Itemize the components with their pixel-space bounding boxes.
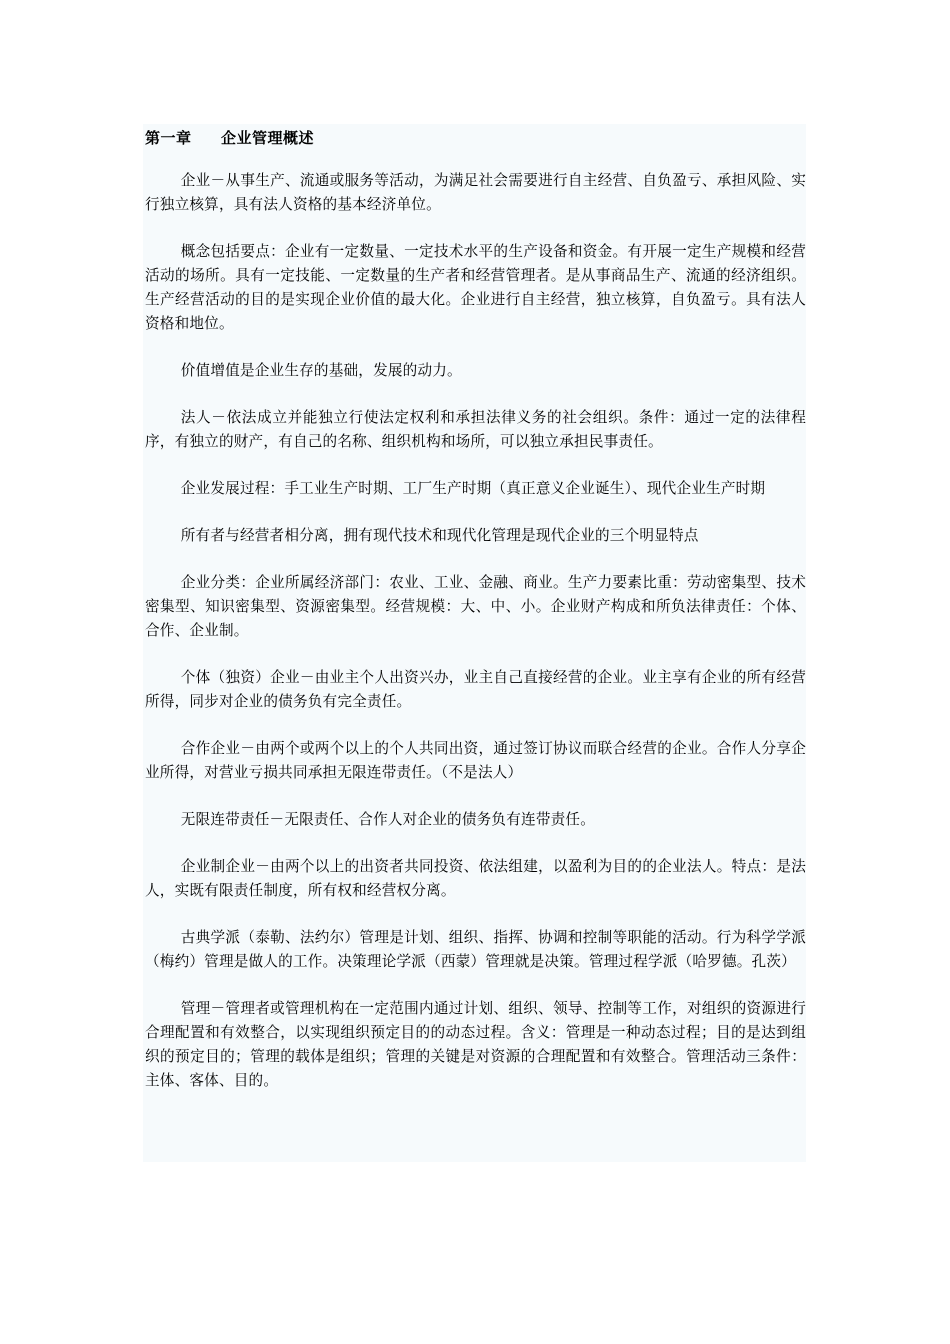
chapter-name: 企业管理概述 <box>221 129 315 147</box>
paragraph-modern-features: 所有者与经营者相分离，拥有现代技术和现代化管理是现代企业的三个明显特点 <box>180 527 699 544</box>
paragraph-management-definition: 管理－管理者或管理机构在一定范围内通过计划、组织、领导、控制等工作，对组织的资源进行合理配置和有效整合，以实现组织预定目的的动态过程。含义：管理是一种动态过程；目的是达到组织的预定目的；管理的载体是组织；管理的关键是对资源的合理配置和有效整合。管理活动三条件：主体、客体、目的。 <box>145 1000 806 1089</box>
paragraph-concept-points: 概念包括要点：企业有一定数量、一定技术水平的生产设备和资金。有开展一定生产规模和经营活动的场所。具有一定技能、一定数量的生产者和经营管理者。是从事商品生产、流通的经济组织。生产经营活动的目的是实现企业价值的最大化。企业进行自主经营，独立核算，自负盈亏。具有法人资格和地位。 <box>145 243 806 332</box>
paragraph-classification: 企业分类：企业所属经济部门：农业、工业、金融、商业。生产力要素比重：劳动密集型、技术密集型、知识密集型、资源密集型。经营规模：大、中、小。企业财产构成和所负法律责任：个体、合作、企业制。 <box>145 574 806 639</box>
paragraph-enterprise-definition: 企业－从事生产、流通或服务等活动，为满足社会需要进行自主经营、自负盈亏、承担风险、实行独立核算，具有法人资格的基本经济单位。 <box>145 172 806 213</box>
paragraph-development-process: 企业发展过程：手工业生产时期、工厂生产时期（真正意义企业诞生）、现代企业生产时期 <box>180 480 766 497</box>
paragraph-value-added: 价值增值是企业生存的基础，发展的动力。 <box>180 362 462 379</box>
paragraph-partnership: 合作企业－由两个或两个以上的个人共同出资，通过签订协议而联合经营的企业。合作人分享企业所得，对营业亏损共同承担无限连带责任。（不是法人） <box>145 740 806 781</box>
paragraph-unlimited-liability: 无限连带责任－无限责任、合作人对企业的债务负有连带责任。 <box>180 811 595 828</box>
paragraph-sole-proprietorship: 个体（独资）企业－由业主个人出资兴办，业主自己直接经营的企业。业主享有企业的所有经营所得，同步对企业的债务负有完全责任。 <box>145 669 806 710</box>
document-content <box>143 124 806 1162</box>
chapter-title <box>145 130 806 147</box>
paragraph-legal-person: 法人－依法成立并能独立行使法定权利和承担法律义务的社会组织。条件：通过一定的法律程序，有独立的财产，有自己的名称、组织机构和场所，可以独立承担民事责任。 <box>145 409 806 450</box>
paragraph-management-schools: 古典学派（泰勒、法约尔）管理是计划、组织、指挥、协调和控制等职能的活动。行为科学学派（梅约）管理是做人的工作。决策理论学派（西蒙）管理就是决策。管理过程学派（哈罗德。孔茨） <box>145 929 806 970</box>
chapter-number: 第一章 <box>145 129 192 147</box>
paragraph-corporation: 企业制企业－由两个以上的出资者共同投资、依法组建，以盈利为目的的企业法人。特点：是法人，实既有限责任制度，所有权和经营权分离。 <box>145 858 806 899</box>
